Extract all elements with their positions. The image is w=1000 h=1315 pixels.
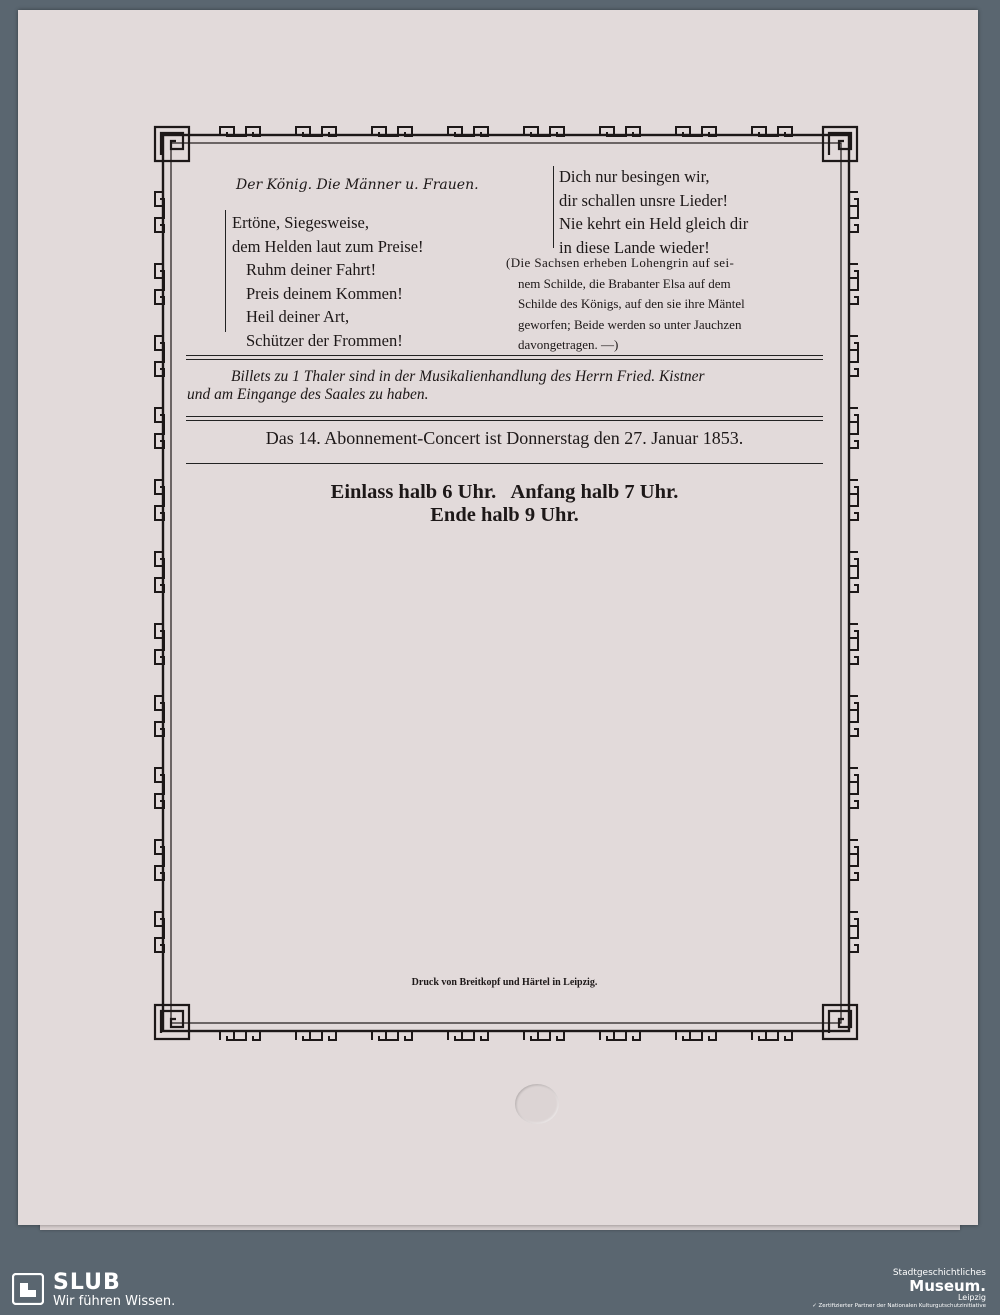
meander-motif [849,480,858,520]
library-name: SLUB [53,1270,121,1295]
right-verse-bar [553,166,554,248]
corner-key-ornament [823,1005,857,1039]
corner-key-ornament [155,127,189,161]
meander-motif [849,336,858,376]
stage-direction-line: davongetragen. —) [518,337,619,352]
left-verse-line: Heil deiner Art, [246,307,350,326]
meander-motif [849,912,858,952]
stage-direction-line: nem Schilde, die Brabanter Elsa auf dem [518,275,731,291]
ornamental-frame [150,122,862,1044]
stage-direction-line: (Die Sachsen erheben Lohengrin auf sei- [506,255,735,270]
divider-rule [186,420,823,421]
left-verse-bar [225,210,226,332]
meander-motif [600,1031,640,1040]
voices-heading: Der König. Die Männer u. Frauen. [236,177,479,193]
left-verse-line: dem Helden laut zum Preise! [232,236,424,256]
meander-motif [524,1031,564,1040]
left-verse-line: Schützer der Frommen! [246,330,403,350]
right-verse-line: Nie kehrt ein Held gleich dir [559,214,749,233]
stage-direction-line: geworfen; Beide werden so unter Jauchzen [518,316,742,332]
stage-direction [506,253,826,356]
museum-label: Stadtgeschichtliches [892,1268,986,1278]
right-verse-line: dir schallen unsre Lieder! [559,190,729,210]
admission-times-line1: Einlass halb 6 Uhr. Anfang halb 7 Uhr. [330,481,679,503]
right-verse [559,165,748,259]
museum-name: Museum. [909,1277,986,1295]
left-verse-line: Ertöne, Siegesweise, [232,213,370,232]
meander-motif [220,1031,260,1040]
printer-credit: Druck von Breitkopf und Härtel in Leipzig. [411,977,598,988]
embossed-stamp [515,1084,559,1124]
stage-direction-line: Schilde des Königs, auf den sie ihre Mäntel [518,296,745,311]
divider-rule [186,463,823,464]
left-verse-line: Ruhm deiner Fahrt! [246,260,377,279]
museum-city: Leipzig [957,1293,986,1302]
ticket-info-line: und am Eingange des Saales zu haben. [187,386,429,403]
meander-motif [296,1031,336,1040]
meander-motif [372,1031,412,1040]
meander-motif [849,840,858,880]
meander-motif [849,408,858,448]
slub-logo-icon [12,1273,44,1305]
next-concert-notice: Das 14. Abonnement-Concert ist Donnerstag den 27. Januar 1853. [265,428,744,448]
left-verse-line: Preis deinem Kommen! [246,283,403,303]
divider-rule [186,416,823,417]
right-verse-line: in diese Lande wieder! [559,237,710,257]
meander-motif [849,264,858,304]
right-verse-line: Dich nur besingen wir, [559,167,710,186]
meander-motif [849,696,858,736]
corner-key-ornament [823,127,857,161]
divider-rule [186,355,823,356]
meander-motif [849,552,858,592]
divider-rule [186,359,823,360]
meander-motif [448,1031,488,1040]
admission-times-line2: Ende halb 9 Uhr. [430,504,579,526]
meander-motif [849,624,858,664]
library-tagline: Wir führen Wissen. [53,1294,176,1309]
footer-bar [0,1264,1000,1315]
corner-key-ornament [155,1005,189,1039]
meander-motif [849,768,858,808]
museum-certificate: ✓ Zertifizierter Partner der Nationalen Kulturgutschutzinitiative [812,1303,986,1309]
meander-motif [676,1031,716,1040]
ticket-info [186,368,826,404]
meander-motif [752,1031,792,1040]
ticket-info-line: Billets zu 1 Thaler sind in der Musikalienhandlung des Herrn Fried. Kistner [231,368,705,385]
meander-motif [849,192,858,232]
left-verse [232,211,424,352]
